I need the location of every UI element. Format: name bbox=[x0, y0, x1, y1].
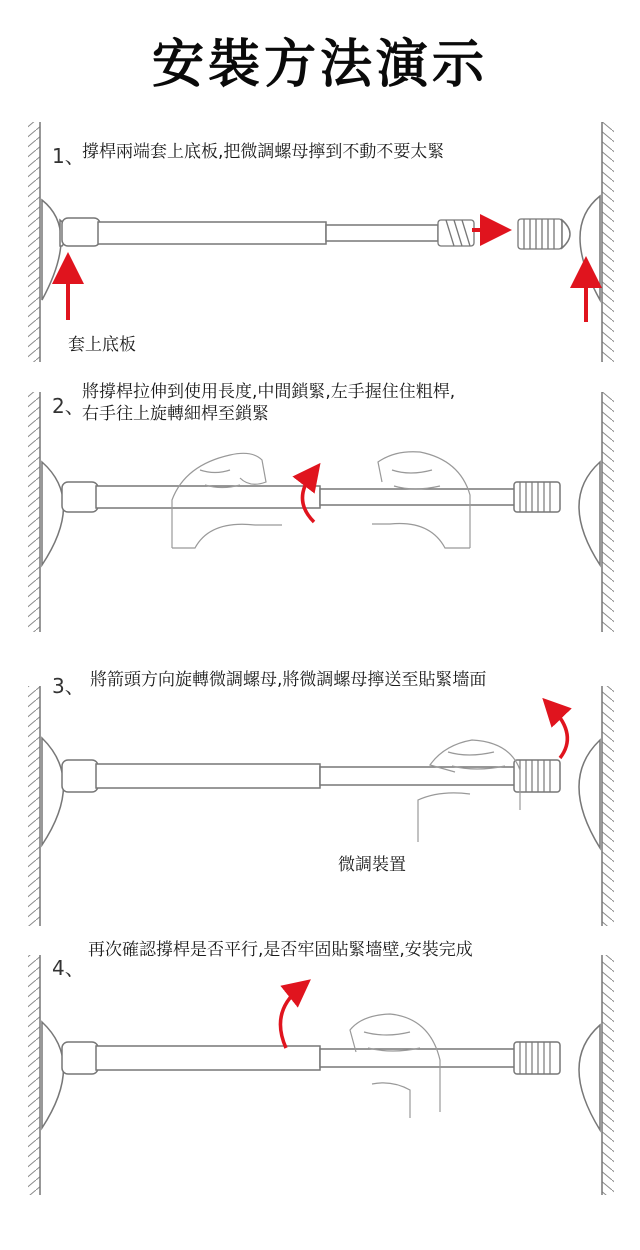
step3-hand bbox=[418, 740, 520, 842]
step3-text: 將箭頭方向旋轉微調螺母,將微調螺母擰送至貼緊墻面 bbox=[90, 670, 487, 690]
step1-left-cap bbox=[62, 218, 100, 246]
step3-rotate-arrow bbox=[552, 708, 567, 758]
step4-illustration bbox=[28, 955, 614, 1195]
step2-number: 2、 bbox=[52, 394, 85, 418]
step1-screw bbox=[438, 220, 474, 246]
step4-rotate-arrow bbox=[280, 988, 300, 1048]
step1-adjust-nut bbox=[518, 219, 562, 249]
step2-illustration bbox=[28, 392, 614, 632]
step3-number: 3、 bbox=[52, 674, 85, 698]
step1-note-base-plate: 套上底板 bbox=[68, 335, 136, 355]
step2-text-line2: 右手往上旋轉細桿至鎖緊 bbox=[82, 404, 269, 424]
step1-text: 撐桿兩端套上底板,把微調螺母擰到不動不要太緊 bbox=[82, 142, 445, 162]
step4-text: 再次確認撐桿是否平行,是否牢固貼緊墻壁,安裝完成 bbox=[88, 940, 473, 960]
step2-text-line1: 將撐桿拉伸到使用長度,中間鎖緊,左手握住住粗桿, bbox=[82, 382, 456, 402]
step1-left-wall bbox=[28, 122, 40, 362]
step1-right-base bbox=[562, 196, 600, 300]
step1-left-base bbox=[42, 200, 68, 300]
step1-thick-tube bbox=[98, 222, 326, 244]
step1-right-wall bbox=[602, 122, 614, 362]
page-title: 安裝方法演示 bbox=[151, 35, 488, 95]
step4-number: 4、 bbox=[52, 956, 85, 980]
step1-number: 1、 bbox=[52, 144, 85, 168]
step1-thin-tube bbox=[326, 225, 438, 241]
step3-illustration bbox=[28, 686, 614, 926]
step3-note-adjuster: 微調裝置 bbox=[338, 855, 406, 875]
